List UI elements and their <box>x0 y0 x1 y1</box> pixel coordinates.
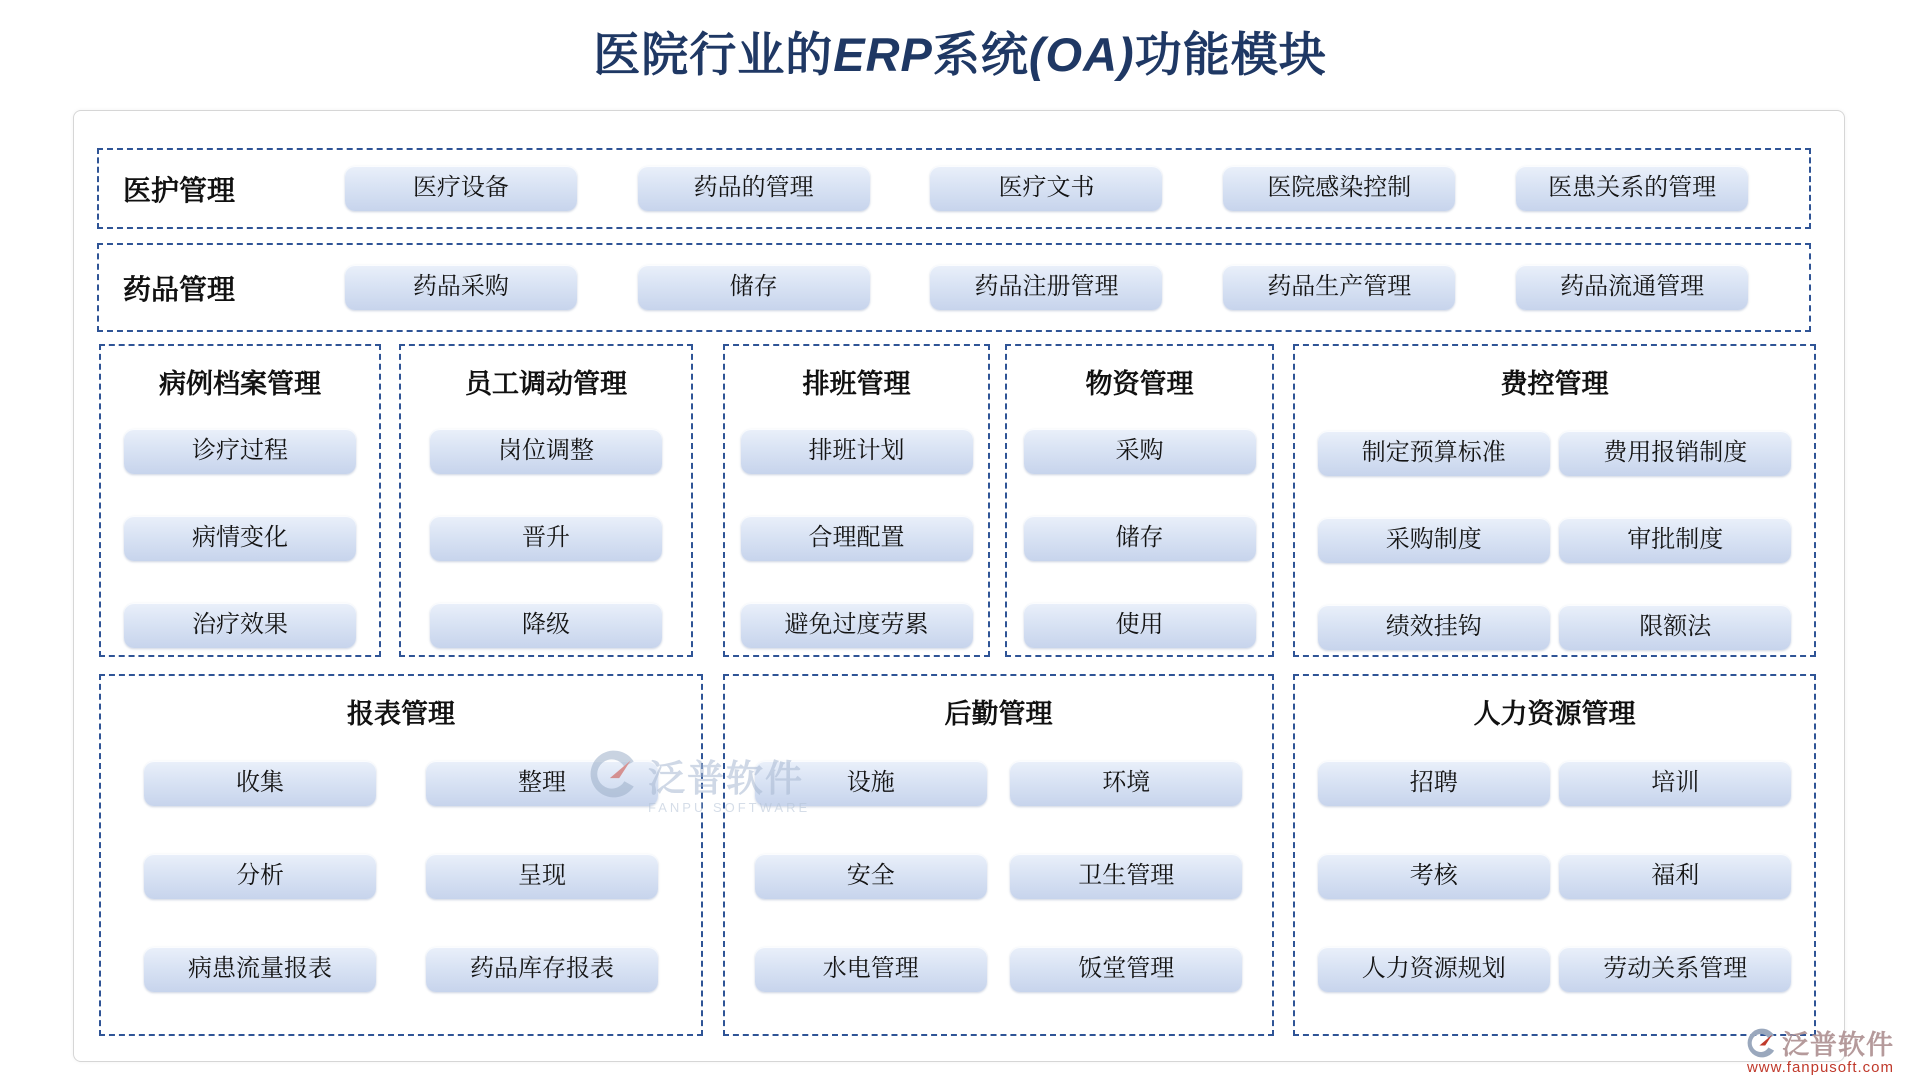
box-human-resources <box>1293 674 1816 1036</box>
module-button: 考核 <box>1318 854 1550 899</box>
module-button: 卫生管理 <box>1010 854 1242 899</box>
module-button: 收集 <box>144 761 376 806</box>
module-button-grid <box>725 761 1272 992</box>
module-button: 储存 <box>1024 516 1256 561</box>
module-button: 储存 <box>638 265 870 310</box>
module-button: 制定预算标准 <box>1318 431 1550 476</box>
module-button: 药品生产管理 <box>1223 265 1455 310</box>
module-button: 分析 <box>144 854 376 899</box>
box-title: 报表管理 <box>347 699 455 729</box>
module-button-grid <box>1295 761 1814 992</box>
section-drug-management <box>97 243 1811 332</box>
module-button: 招聘 <box>1318 761 1550 806</box>
module-button: 医患关系的管理 <box>1516 166 1748 211</box>
box-logistics <box>723 674 1274 1036</box>
module-button: 环境 <box>1010 761 1242 806</box>
module-button: 饭堂管理 <box>1010 947 1242 992</box>
title-latin-oa: (OA) <box>1028 28 1135 81</box>
box-title: 费控管理 <box>1500 369 1609 399</box>
box-title: 物资管理 <box>1085 369 1194 399</box>
module-button: 整理 <box>426 761 658 806</box>
module-button: 病情变化 <box>124 516 356 561</box>
module-button: 福利 <box>1559 854 1791 899</box>
module-button-grid <box>101 761 701 992</box>
module-button: 设施 <box>755 761 987 806</box>
module-button: 避免过度劳累 <box>741 603 973 648</box>
diagram-card <box>73 110 1845 1062</box>
box-title: 人力资源管理 <box>1473 699 1636 729</box>
section-label: 药品管理 <box>123 274 236 306</box>
module-button: 医院感染控制 <box>1223 166 1455 211</box>
title-text: 医院行业的 <box>593 30 834 82</box>
module-button-column <box>725 429 988 648</box>
module-button: 人力资源规划 <box>1318 947 1550 992</box>
module-button: 治疗效果 <box>124 603 356 648</box>
module-button-row <box>284 265 1809 310</box>
module-button: 岗位调整 <box>430 429 662 474</box>
module-button: 绩效挂钩 <box>1318 605 1550 650</box>
box-case-archives <box>99 344 381 657</box>
section-label: 医护管理 <box>123 175 236 207</box>
module-button: 合理配置 <box>741 516 973 561</box>
box-title: 后勤管理 <box>944 699 1053 729</box>
box-materials <box>1005 344 1274 657</box>
module-button: 医疗设备 <box>345 166 577 211</box>
title-text: 系统 <box>932 30 1029 82</box>
module-button-grid <box>1295 431 1814 650</box>
module-button-column <box>101 429 379 648</box>
box-reports <box>99 674 703 1036</box>
module-button: 晋升 <box>430 516 662 561</box>
watermark-url: www.fanpusoft.com <box>1746 1059 1894 1076</box>
module-button: 限额法 <box>1559 605 1791 650</box>
module-button-row <box>284 166 1809 211</box>
module-button: 医疗文书 <box>930 166 1162 211</box>
box-title: 病例档案管理 <box>159 369 321 399</box>
module-button: 诊疗过程 <box>124 429 356 474</box>
module-button: 培训 <box>1559 761 1791 806</box>
module-button: 采购制度 <box>1318 518 1550 563</box>
module-button: 水电管理 <box>755 947 987 992</box>
module-button: 呈现 <box>426 854 658 899</box>
module-button: 审批制度 <box>1559 518 1791 563</box>
watermark-brand-en: FANPU SOFTWARE <box>648 800 811 815</box>
page-title <box>0 18 1920 85</box>
module-button: 药品库存报表 <box>426 947 658 992</box>
fanpu-logo-icon <box>1746 1027 1778 1059</box>
module-button: 药品注册管理 <box>930 265 1162 310</box>
section-medical-care <box>97 148 1811 229</box>
box-title: 排班管理 <box>802 369 911 399</box>
module-button: 使用 <box>1024 603 1256 648</box>
module-button-column <box>1007 429 1272 648</box>
module-button: 采购 <box>1024 429 1256 474</box>
module-button: 劳动关系管理 <box>1559 947 1791 992</box>
title-text: 功能模块 <box>1134 30 1327 82</box>
module-button: 安全 <box>755 854 987 899</box>
box-expense-control <box>1293 344 1816 657</box>
watermark-corner <box>1746 1023 1894 1076</box>
module-button: 药品流通管理 <box>1516 265 1748 310</box>
module-button: 药品的管理 <box>638 166 870 211</box>
module-button: 排班计划 <box>741 429 973 474</box>
module-button: 病患流量报表 <box>144 947 376 992</box>
box-title: 员工调动管理 <box>465 369 627 399</box>
box-scheduling <box>723 344 990 657</box>
module-button: 费用报销制度 <box>1559 431 1791 476</box>
watermark-brand: 泛普软件 <box>648 758 804 799</box>
module-button: 降级 <box>430 603 662 648</box>
title-latin-erp: ERP <box>833 28 933 81</box>
box-staff-transfer <box>399 344 693 657</box>
module-button: 药品采购 <box>345 265 577 310</box>
module-button-column <box>401 429 691 648</box>
watermark-brand: 泛普软件 <box>1782 1030 1894 1060</box>
